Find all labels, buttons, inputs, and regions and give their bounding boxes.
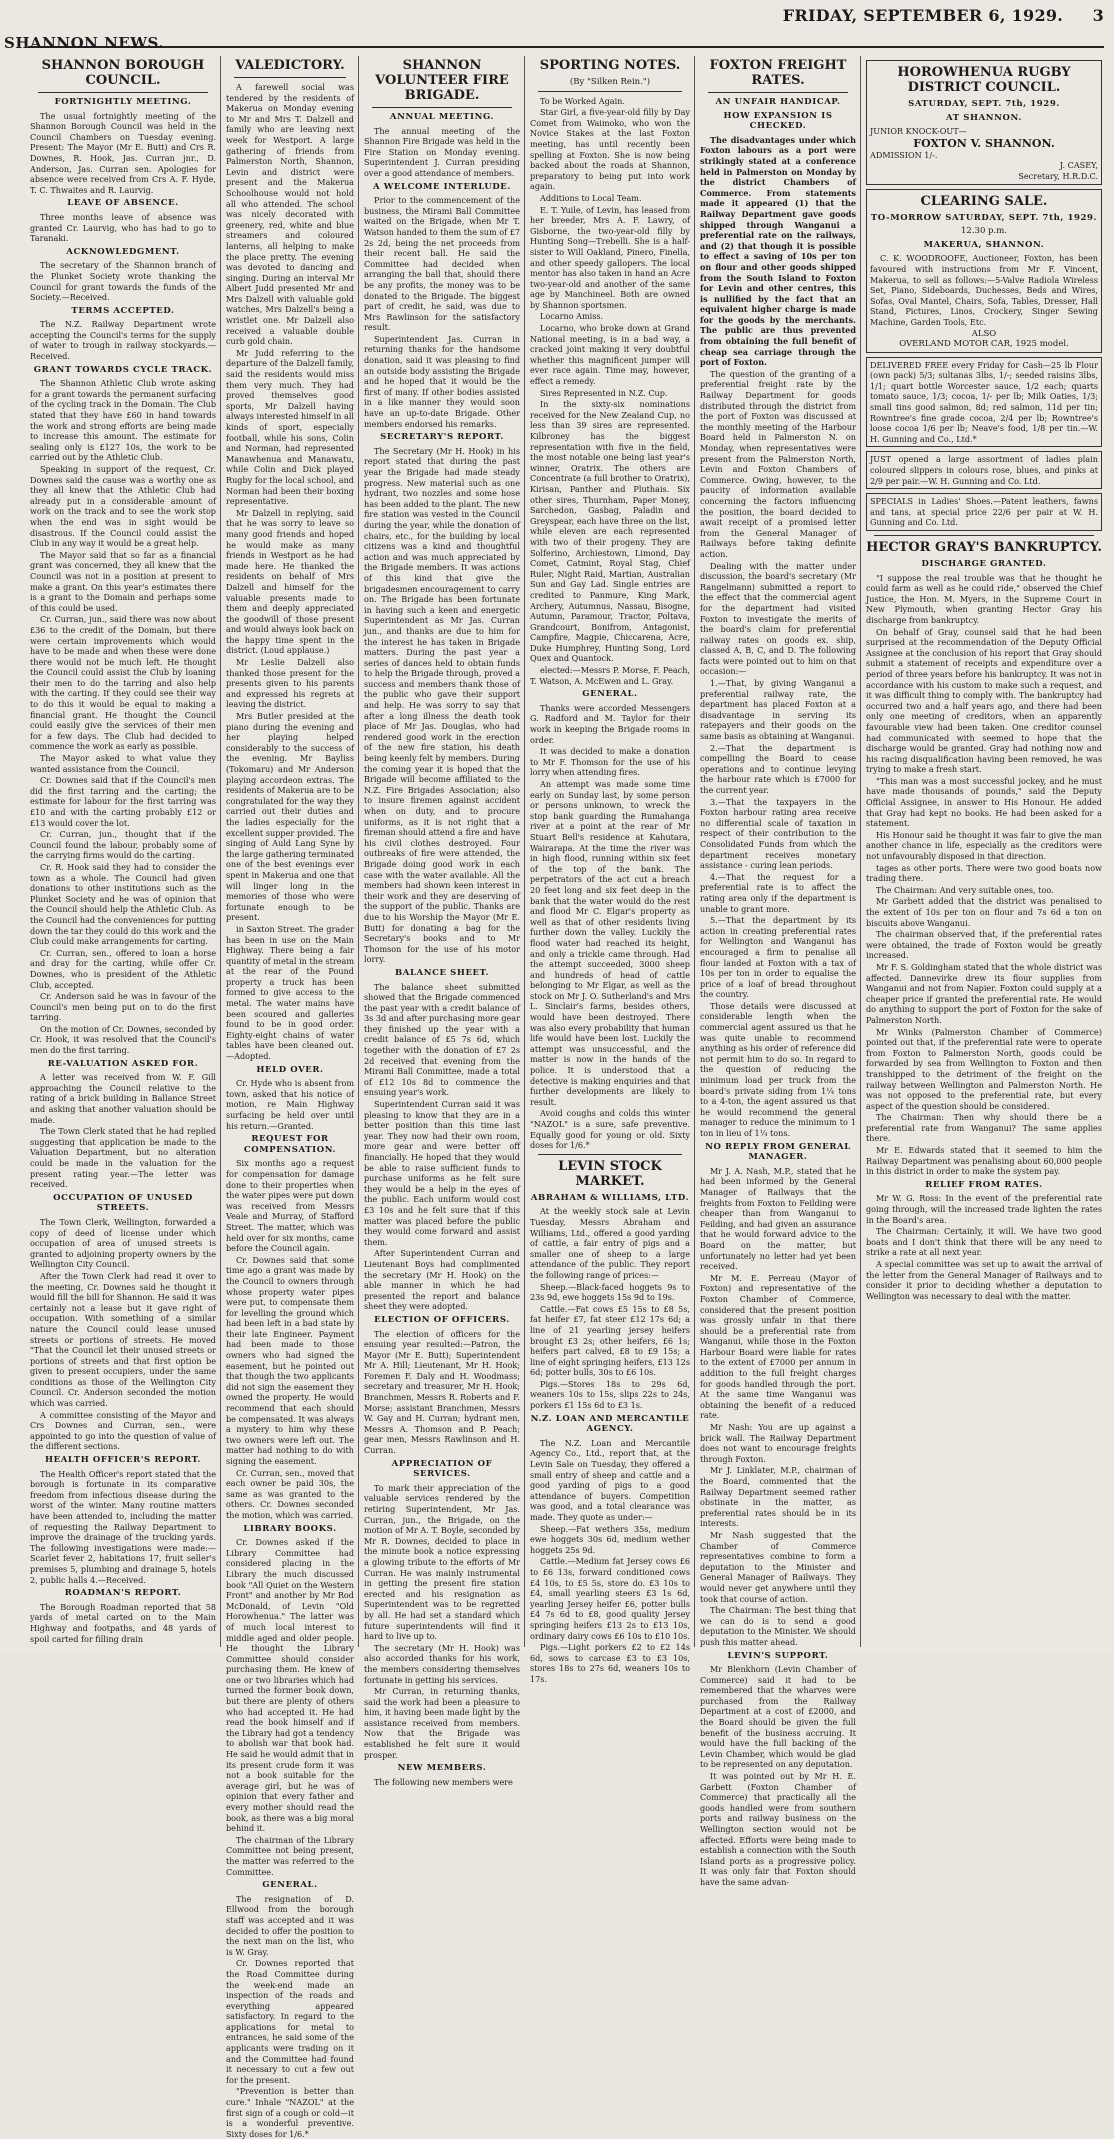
column-notices	[866, 56, 1102, 1647]
paragraph: The Town Clerk stated that he had replied suggesting that application be made to the Valuation Department, but no alteration could be made in the valuation for the present rating year.—The letter was received.	[30, 1126, 216, 1190]
rugby-title: HOROWHENUA RUGBY DISTRICT COUNCIL.	[897, 65, 1071, 95]
market-title: LEVIN STOCK MARKET.	[558, 1158, 662, 1189]
paragraph: SECRETARY'S REPORT.	[380, 432, 504, 443]
article-subtitle-1: AN UNFAIR HANDICAP.	[715, 97, 841, 107]
paragraph: After the Town Clerk had read it over to the meeting, Cr. Downes said he thought it would fill the bill for Shannon. He said it was certainly not a lease but it gave right of occupation. With something of a similar nature the Council could lease unused streets or portions of streets. He moved "That the Council let their unused streets or portions of streets and that first option be given to present occupiers, under the same conditions as those of the Wellington City Council. Cr. Anderson seconded the motion which was carried.	[30, 1270, 216, 1409]
clearing-when: TO-MORROW SATURDAY, SEPT. 7th, 1929.	[870, 212, 1098, 223]
paragraph: The Chairman: Then why should there be a preferential rate from Wanganui? The same applies there.	[866, 1112, 1102, 1144]
paragraph: The Chairman: The best thing that we can do is to send a good deputation to the Minister. We should push this matter ahead.	[700, 1605, 856, 1647]
paragraph: An attempt was made some time early on Sunday last, by some person or persons unknown, to wreck the stop bank guarding the Rumahanga river at a point at the rear of Mr Stuart Bell's residence at Kahutara, Wairarapa. At the time the river was in high flood, running within six feet of the top of the bank. The perpetrators of the act cut a breach 20 feet long and six feet deep in the bank that the water would do the rest and flood Mr C. Elgar's property as well as that of other residents living further down the valley. Luckily the flood water had reached its height, and only a trickle came through. Had the attempt succeeded, 3000 sheep and hundreds of head of cattle belonging to Mr Elgar, as well as the stock on Mr J. O. Sutherland's and Mrs L. Sinclair's farms, besides others, would have been destroyed. There was also every probability that human life would have been lost. Luckily the attempt was unsuccessful, and the matter is now in the hands of the police. It is understood that a detective is making enquiries and that further developments are likely to result.	[530, 779, 690, 1107]
clearing-also: ALSO	[971, 328, 997, 339]
paragraph: Mr J. A. Nash, M.P., stated that he had been informed by the General Manager of Railways that the freights from Foxton to Feilding were cheaper than from Wanganui to Feilding, and had given an assurance that he would forward advice to the Board on the matter, but unfortunately no letter had yet been received.	[700, 1165, 856, 1272]
paragraph: To be Worked Again.	[540, 95, 625, 106]
paragraph: LIBRARY BOOKS.	[243, 1523, 337, 1534]
bankruptcy-body	[866, 573, 1102, 1302]
paragraph: ELECTION OF OFFICERS.	[374, 1314, 510, 1325]
rugby-match: FOXTON V. SHANNON.	[913, 136, 1055, 150]
paragraph: Mr Leslie Dalzell also thanked those present for the presents given to his parents and expressed his regrets at leaving the district.	[226, 657, 354, 710]
paragraph: LEVIN'S SUPPORT.	[727, 1650, 829, 1661]
paragraph: GENERAL.	[262, 1880, 318, 1891]
clearing-title: CLEARING SALE.	[920, 193, 1048, 209]
paragraph: A WELCOME INTERLUDE.	[373, 181, 511, 192]
paragraph: SPECIALS in Ladies' Shoes.—Patent leathers, fawns and tans, at special price 22/6 per pair at W. H. Gunning and Co. Ltd.	[866, 493, 1102, 531]
paragraph: BALANCE SHEET.	[394, 967, 490, 978]
paragraph: Pigs.—Stores 18s to 29s 6d, weaners 10s to 15s, slips 22s to 24s, porkers £1 15s 6d to £3 1s.	[530, 1378, 690, 1411]
article-title: SPORTING NOTES.	[539, 58, 681, 73]
paragraph: The Town Clerk, Wellington, forwarded a copy of deed of license under which occupation of area of unused streets is granted to adjoining property owners by the Wellington City Council.	[30, 1216, 216, 1270]
article-lead: The disadvantages under which Foxton labours as a port were strikingly stated at a conference held in Palmerston on Monday by the district Chambers of Commerce. From statements made it appeared (1) that the Railway Department gave goods shipped through Wanganui a preferential rate on the railways, and (2) that though it is possible to effect a saving of 10s per ton on flour and other goods shipped from the South Island to Foxton for Levin and other centres, this is nullified by the fact that an equivalent higher charge is made for the goods by the merchants. The public are thus prevented from obtaining the full benefit of cheap sea carriage through the port of Foxton.	[700, 134, 856, 368]
paragraph: The balance sheet submitted showed that the Brigade commenced the past year with a credit balance of 3s 3d and after purchasing more gear they finished up the year with a credit balance of £5 7s 6d, which together with the donation of £7 2s 2d received that evening from the Mirami Ball Committee, made a total of £12 10s 8d to commence the ensuing year's work.	[364, 981, 520, 1098]
issue-date: FRIDAY, SEPTEMBER 6, 1929.	[782, 6, 1064, 25]
paragraph: The annual meeting of the Shannon Fire Brigade was held in the Fire Station on Monday evening. Superintendent J. Curran presiding over a good attendance of members.	[364, 125, 520, 178]
paragraph: Speaking in support of the request, Cr. Downes said the cause was a worthy one as they all knew that the Athletic Club had already put in a considerable amount of work on the track and to see the work stop when the end was in sight would be disastrous. If the Council could assist the Club in any way it would be a great help.	[30, 464, 216, 549]
paragraph: Cr. Downes said that if the Council's men did the first tarring and the carting; the estimate for labour for the first tarring was £10 and with the carting probably £12 or £13 would cover the lot.	[30, 775, 216, 828]
article-title: SHANNON VOLUNTEER FIRE BRIGADE.	[375, 58, 509, 103]
paragraph: Superintendent Curran said it was pleasing to know that they are in a better position than this time last year. They now had their own room, more gear and were better off financially. He hoped that they would be able to raise sufficient funds to purchase uniforms as he felt sure they would be a help in the eyes of the public. Each uniform would cost £3 10s and he felt sure that if this matter was placed before the public they would come forward and assist them.	[364, 1099, 520, 1247]
paragraph: On behalf of Gray, counsel said that he had been surprised at the recommendation of the Deputy Official Assignee at the conclusion of his report that Gray should submit a statement of receipts and expenditure over a period of three years before his bankruptcy. It was not in accordance with his custom to make such a request, and it was difficult thing to comply with. The bankruptcy had occurred two and a half years ago, and there had been only one meeting of creditors, when an apparently favourable view had been taken. One creditor counsel had communicated with seemed to hope that the discharge would be granted. Gray had nothing now and his racing disqualification having been removed, he was trying to make a fresh start.	[866, 626, 1102, 775]
paragraph: Cattle.—Medium fat Jersey cows £6 to £6 13s, forward conditioned cows £4 10s, to £5 5s, store do. £3 10s to £4, small yearling steers £3 1s 6d, yearling Jersey heifer £6, potter bulls £4 7s 6d to £8, good quality Jersey springing heifers £13 2s to £13 10s, ordinary dairy cows £6 10s to £10 10s.	[530, 1556, 690, 1641]
rugby-junior: JUNIOR KNOCK-OUT—	[870, 126, 967, 137]
article-subtitle: FORTNIGHTLY MEETING.	[54, 97, 192, 107]
paragraph: The resignation of D. Ellwood from the borough staff was accepted and it was decided to offer the position to the next man on the list, who is W. Gray.	[226, 1893, 354, 1957]
byline: (By "Silken Rein.")	[569, 77, 651, 87]
article-body	[226, 82, 354, 2139]
paragraph: Cr. Downes reported that the Road Committee during the week-end made an inspection of the roads and everything appeared satisfactory. In regard to the applications for metal to entrances, he said some of the applicants were trading on it and the Committee had found it necessary to cut a few out for the present.	[226, 1958, 354, 2085]
paragraph: Cr. Downes said that some time ago a grant was made by the Council to owners through whose property water pipes were put, to compensate them for levelling the ground which had been left in a bad state by their late Engineer. Payment had been made to those owners who had signed the easement, but he pointed out that though the two applicants did not sign the easement they owned the property. He would recommend that each should be compensated. It was always a mystery to him why these two owners were left out. The matter had nothing to do with signing the easement.	[226, 1254, 354, 1466]
paragraph: Cr. Downes asked if the Library Committee had considered placing in the Library the much discussed book "All Quiet on the Western Front" and another by Mr Rod McDonald, of Levin "Old Horowhenua." The latter was of much local interest to middle aged and older people. He thought the Library Committee should consider purchasing them. He knew of one or two libraries which had turned the former book down, but there are plenty of others who had accepted it. He had read the book himself and if the Library had got a tendency to abolish war that book had. He said he would admit that in its present crude form it was not a book suitable for the average girl, but he was of opinion that every father and every mother should read the book, as there was a big moral behind it.	[226, 1537, 354, 1834]
bankruptcy-subtitle: DISCHARGE GRANTED.	[921, 559, 1047, 569]
paragraph: JUST opened a large assortment of ladies plain coloured slippers in colours rose, blues, and pinks at 2/9 per pair.—W. H. Gunning and Co. Ltd.	[866, 451, 1102, 489]
paragraph: Locarno Amiss.	[540, 311, 604, 322]
article-body	[30, 111, 216, 1645]
market-firm: ABRAHAM & WILLIAMS, LTD.	[530, 1192, 690, 1203]
clearing-place: MAKERUA, SHANNON.	[923, 239, 1045, 250]
paragraph: Sheep.—Black-faced hoggets 9s to 23s 9d, ewe hoggets 15s 9d to 19s.	[530, 1281, 690, 1303]
article-body	[700, 369, 856, 1888]
paragraph: Star Girl, a five-year-old filly by Day Comet from Waimoko, who won the Novice Stakes at the last Foxton meeting, has until recently been spelling at Foxton. She is now being backed about the roads at Shannon, preparatory to being put into work again.	[530, 107, 690, 192]
paragraph: Mrs Butler presided at the piano during the evening and her playing helped considerably to the success of the evening. Mr Bayliss (Tokomaru) and Mr Anderson playing accordeon extras. The residents of Makerua are to be congratulated for the way they carried out their duties and the ladies especially for the excellent supper provided. The singing of Auld Lang Syne by the large gathering terminated one of the best evenings ever spent in Makerua and one that will linger long in the memories of those who were fortunate enough to be present.	[226, 711, 354, 923]
paragraph: The Shannon Athletic Club wrote asking for a grant towards the permanent surfacing of the cycling track in the Domain. The Club stated that they have £60 in hand towards the work and strong efforts are being made to increase this amount. The estimate for sealing only is £127 10s, the work to be carried out by the Athletic Club.	[30, 378, 216, 463]
paragraph: Prior to the commencement of the business, the Mirami Ball Committee waited on the Brigade, when Mr T. Watson handed to them the sum of £7 2s 2d, being the net proceeds from their recent ball. He said the Committee had decided when arranging the ball that, should there be any profits, the money was to be donated to the Brigade. The biggest part of credit, he said, was due to Mrs Rawlinson for the satisfactory result.	[364, 195, 520, 333]
column-foxton-freight	[700, 56, 856, 1887]
paragraph: NO REPLY FROM GENERAL MANAGER.	[705, 1141, 851, 1163]
paper-name: SHANNON NEWS.	[4, 34, 165, 52]
paragraph: Cr. Curran, jun., thought that if the Council found the labour, probably some of the carrying firms would do the carting.	[30, 829, 216, 861]
clearing-sale	[866, 189, 1102, 353]
market-body	[530, 1206, 690, 1684]
paragraph: Mr Winks (Palmerston Chamber of Commerce) pointed out that, if the preferential rate were to operate from Foxton to Palmerston North, goods could be forwarded by sea from Wellington to Foxton and then transhipped to the detriment of the freight on the railway between Wellington and Palmerston North. He was not opposed to the preferential rate, but every aspect of the question should be considered.	[866, 1026, 1102, 1111]
paragraph: Three months leave of absence was granted Cr. Laurvig, who has had to go to Taranaki.	[30, 211, 216, 244]
paragraph: Mr Curran, in returning thanks, said the work had been a pleasure to him, it having been made light by the assistance received from members. Now that the Brigade was established he felt sure it would prosper.	[364, 1686, 520, 1760]
paragraph: tages as other ports. There were two good boats now trading there.	[866, 862, 1102, 884]
clearing-time: 12.30 p.m.	[961, 226, 1007, 237]
paragraph: GRANT TOWARDS CYCLE TRACK.	[33, 364, 213, 375]
paragraph: N.Z. LOAN AND MERCANTILE AGENCY.	[530, 1413, 690, 1435]
paragraph: A committee consisting of the Mayor and Crs Downes and Curran, sen., were appointed to go into the question of value of the different sections.	[30, 1409, 216, 1452]
paragraph: RELIEF FROM RATES.	[925, 1179, 1043, 1190]
rugby-place: AT SHANNON.	[946, 112, 1022, 123]
article-subtitle-2: HOW EXPANSION IS CHECKED.	[723, 110, 833, 132]
paragraph: Cr. Anderson said he was in favour of the Council's men being put on to do the first tarring.	[30, 991, 216, 1023]
paragraph: GENERAL.	[582, 689, 638, 700]
page-number: 3	[1092, 6, 1104, 25]
paragraph: The Chairman: Certainly, it will. We have two good boats and I don't think that there will be any need to strike a rate at all next year.	[866, 1226, 1102, 1258]
paragraph: Mr F. S. Goldingham stated that the whole district was affected. Dannevirke drew its flour supplies from Wanganui and not from Napier. Foxton could supply at a cheaper price if granted the preferential rate. He would do anything to support the port of Foxton for the sake of Palmerston North.	[866, 961, 1102, 1025]
paragraph: REQUEST FOR COMPENSATION.	[243, 1134, 337, 1155]
paragraph: Dealing with the matter under discussion, the board's secretary (Mr Rangelmann) submitted a report to the effect that the commercial agent for the department had visited Foxton to investigate the merits of the board's claim for preferential railway rates on goods ex. ship, classed A, B, C, and D. The following facts were pointed out to him on that occasion:—	[700, 560, 856, 677]
paragraph: Mr M. E. Perreau (Mayor of Foxton) and representative of the Foxton Chamber of Commerce, considered that the present position was grossly unfair in that there should be a preferential rate from Wanganui, while those in the Foxton Harbour Board were liable for rates to the extent of £7000 per annum in addition to the full freight charges for goods handled through the port. At the same time Wanganui was obtaining the benefit of a reduced rate.	[700, 1272, 856, 1421]
paragraph: After Superintendent Curran and Lieutenant Boys had complimented the secretary (Mr H. Hook) on the able manner in which he had presented the report and balance sheet they were adopted.	[364, 1248, 520, 1312]
paragraph: 4.—That the request for a preferential rate is to affect the rating area only if the department is unable to grant more.	[700, 871, 856, 914]
paragraph: The Borough Roadman reported that 58 yards of metal carted on to the Main Highway and footpaths, and 48 yards of spoil carted for filling drain	[30, 1601, 216, 1644]
paragraph: "I suppose the real trouble was that he thought he could farm as well as he could ride," observed the Chief Justice, the Hon. M. Myers, in the Supreme Court in New Plymouth, when granting Hector Gray his discharge from bankruptcy.	[866, 572, 1102, 625]
paragraph: The Secretary (Mr H. Hook) in his report stated that during the past year the Brigade had made steady progress. New material such as one hydrant, two nozzles and some hose has been added to the plant. The new fire station was vested in the Council during the year, while the donation of chairs, etc., for the building by local citizens was a kind and thoughtful action and was much appreciated by the Brigade members. It was actions of this kind that give the brigadesmen encouragement to carry on. The Brigade has been fortunate in having such a keen and energetic Superintendent as Mr Jas. Curran jun., and thanks are due to him for the interest he has taken in Brigade matters. During the past year a series of dances held to obtain funds to help the Brigade through, proved a success and members thank those of the public who gave their support and help. He was sorry to say that after a long illness the death took place of Mr Jas. Douglas, who had rendered good work in the erection of the new fire station, his death being keenly felt by members. During the coming year it is hoped that the Brigade will become affiliated to the N.Z. Fire Brigades Association; also to insure firemen against accident when on duty, and to procure uniforms, as it is not right that a fireman should attend a fire and have his civil clothes destroyed. Four outbreaks of fire were attended, the Brigade doing good work in each case with the water available. All the members had shown keen interest in their work and they are deserving of the support of the public. Thanks are due to his Worship the Mayor (Mr E. Butt) for donating a bag for the Secretary's books and to Mr Thomson for the use of his motor lorry.	[364, 445, 520, 965]
paragraph: Thanks were accorded Messengers G. Radford and M. Taylor for their work in keeping the Brigade rooms in order.	[530, 702, 690, 745]
paragraph: Sires Represented in N.Z. Cup.	[540, 387, 668, 398]
paragraph: A special committee was set up to await the arrival of the letter from the General Manager of Railways and to consider it prior to deciding whether a deputation to Wellington was necessary to deal with the matter.	[866, 1259, 1102, 1301]
paragraph: Locarno, who broke down at Grand National meeting, is in a bad way, a cracked joint making it very doubtful whether this magnificent jumper will ever race again. Time may, however, effect a remedy.	[530, 323, 690, 387]
paragraph: In the sixty-six nominations received for the New Zealand Cup, no less than 39 sires are represented. Kilbroney has the biggest representation with five in the field, the most notable one being last year's winner, Oratrix. The others are Concentrate (a full brother to Oratrix), Kirisan, Panther and Pluthais. Six other sires, Thurnham, Paper Money, Sarchedon, Gasbag, Paladin and Greyspear, each have three on the list, while eleven are each represented with two of their progeny. They are Solferino, Archiestown, Limond, Day Comet, Catmint, Royal Stag, Chief Ruler, Night Raid, Martian, Australian Sun and Gay Lad. Single entries are credited to Panmure, King Mark, Archery, Autumnus, Nassau, Bisogne, Autumn, Paramour, Tractor, Poltava, Grandcourt, Bonifrom, Antagonist, Campfire, Magpie, Chiccarena, Acre, Duke Humphrey, Hunting Song, Lord Quex and Quantock.	[530, 399, 690, 664]
paragraph: LEAVE OF ABSENCE.	[67, 198, 179, 209]
paragraph: The secretary of the Shannon branch of the Plunket Society wrote thanking the Council for grant towards the funds of the Society.—Received.	[30, 260, 216, 303]
paragraph: Cr. Curran, sen., offered to loan a horse and dray for the carting, while offer Cr. Downes, who is president of the Athletic Club, accepted.	[30, 947, 216, 990]
paragraph: 1.—That, by giving Wanganui a preferential railway rate, the department has placed Foxton at a disadvantage in serving its ratepayers and their goods on the same basis as obtaining at Wanganui.	[700, 678, 856, 742]
paragraph: 2.—That the department is compelling the Board to cease operations and to continue levying the harbour rate which is £7000 for the current year.	[700, 742, 856, 795]
paragraph: The chairman observed that, if the preferential rates were obtained, the trade of Foxton would be greatly increased.	[866, 929, 1102, 961]
paragraph: "Prevention is better than cure." Inhale "NAZOL" at the first sign of a cough or cold—it is a wonderful preventive. Sixty doses for 1/6.*	[226, 2086, 354, 2139]
bankruptcy-title: HECTOR GRAY'S BANKRUPTCY.	[866, 540, 1102, 555]
paragraph: Cattle.—Fat cows £5 15s to £8 5s, fat heifer £7, fat steer £12 17s 6d; a line of 21 yearling jersey heifers brought £3 2s; other heifers, £6 1s; heifers part calved, £8 to £9 15s; a line of eight springing heifers, £13 12s 6d; potter bulls, 30s to £6 10s.	[530, 1303, 690, 1378]
paragraph: The chairman of the Library Committee not being present, the matter was referred to the Committee.	[226, 1834, 354, 1877]
classified-ads	[866, 357, 1102, 531]
paragraph: Mr E. Edwards stated that it seemed to him the Railway Department was penalising about 60,000 people in this district in order to make the system pay.	[866, 1145, 1102, 1177]
paragraph: The following new members were	[374, 1776, 513, 1787]
paragraph: Cr. Curran, sen., moved that each owner be paid 30s, the same as was granted to the others. Cr. Downes seconded the motion, which was carried.	[226, 1467, 354, 1520]
paragraph: The election of officers for the ensuing year resulted:—Patron, the Mayor (Mr E. Butt); Superintendent Mr A. Hill; Lieutenant, Mr H. Hook; Foremen F. Daly and H. Woodmass; secretary and treasurer, Mr H. Hook; Branchmen, Messrs R. Roberts and F. Morse; assistant Branchmen, Messrs W. Gay and H. Curran; hydrant men, Messrs A. Thomson and P. Peach; gear men, Messrs Rawlinson and H. Curran.	[364, 1328, 520, 1456]
paragraph: It was decided to make a donation to Mr F. Thomson for the use of his lorry when attending fires.	[530, 746, 690, 778]
paragraph: Mr Dalzell in replying, said that he was sorry to leave so many good friends and hoped he would make as many friends in Westport as he had made here. He thanked the residents on behalf of Mrs Dalzell and himself for the valuable presents made to them and deeply appreciated the goodwill of those present and would always look back on the happy time spent in the district. (Loud applause.)	[226, 507, 354, 656]
paragraph: A letter was received from W. F. Gill approaching the Council relative to the rating of a brick building in Ballance Street and asking that another valuation should be made.	[30, 1072, 216, 1125]
paragraph: HELD OVER.	[256, 1064, 324, 1075]
paragraph: Additions to Local Team.	[540, 192, 642, 203]
paragraph: NEW MEMBERS.	[397, 1763, 487, 1774]
paragraph: The N.Z. Railway Department wrote accepting the Council's terms for the supply of water to trough in railway stockyards.—Received.	[30, 319, 216, 362]
paragraph: To mark their appreciation of the valuable services rendered by the retiring Superintendent, Mr Jas. Curran, jun., the Brigade, on the motion of Mr A. T. Boyle, seconded by Mr R. Downes, decided to place in the minute book a notice expressing a glowing tribute to the efforts of Mr Curran. He was mainly instrumental in getting the present fire station erected and his resignation as Superintendent was to be regretted by all. He had set a standard which future superintendents will find it hard to live up to.	[364, 1482, 520, 1642]
paragraph: Mr Nash: You are up against a brick wall. The Railway Department does not want to encourage freights through Foxton.	[700, 1422, 856, 1464]
dateline	[783, 6, 1104, 25]
clearing-car: OVERLAND MOTOR CAR, 1925 model.	[899, 339, 1069, 350]
sporting-body	[530, 96, 690, 1151]
paragraph: The question of the granting of a preferential freight rate by the Railway Department for goods distributed through the district from the port of Foxton was discussed at the monthly meeting of the Harbour Board held in Palmerston N. on Monday, when representatives were present from the Palmerston North, Levin and Foxton Chambers of Commerce. Owing, however, to the paucity of information available concerning the factors influencing the position, the board decided to await receipt of a promised letter from the General Manager of Railways before taking definite action.	[700, 368, 856, 559]
article-title: SHANNON BOROUGH COUNCIL.	[41, 58, 205, 88]
paragraph: Six months ago a request for compensation for damage done to their properties when the water pipes were put down was received from Messrs Veale and Murray, of Stafford Street. The matter, which was held over for six months, came before the Council again.	[226, 1158, 354, 1254]
paragraph: "This man was a most successful jockey, and he must have made thousands of pounds," said the Deputy Official Assignee, in answer to His Honour. He added that Gray had kept no books. He had been asked for a statement.	[866, 775, 1102, 829]
paragraph: 3.—That the taxpayers in the Foxton harbour rating area receive no differential scale of taxation in respect of their contribution to the Consolidated Funds from which the department receives monetary assistance - curing lean periods.	[700, 796, 856, 871]
rugby-date: SATURDAY, SEPT. 7th, 1929.	[908, 99, 1060, 109]
paragraph: E. T. Yuile, of Levin, has leased from her breeder, Mrs A. F. Lawry, of Gisborne, the two-year-old filly by Hunting Song—Trebelli. She is a half-sister to Will Oakland, Pinero, Finella, and other speedy gallopers. The local mentor has also taken in hand an Acre two-year-old and another of the same age by Manchineel. Both are owned by Shannon sportsmen.	[530, 204, 690, 310]
paragraph: HEALTH OFFICER'S REPORT.	[44, 1455, 201, 1466]
paragraph: TERMS ACCEPTED.	[71, 305, 175, 316]
paragraph: The Mayor said that so far as a financial grant was concerned, they all knew that the Council was not in a position at present to make a grant. On this year's estimates there is a grant to the Domain and perhaps some of this could be used.	[30, 549, 216, 613]
paragraph: On the motion of Cr. Downes, seconded by Cr. Hook, it was resolved that the Council's men do the first tarring.	[30, 1023, 216, 1056]
paragraph: ROADMAN'S REPORT.	[64, 1588, 182, 1599]
article-title: VALEDICTORY.	[235, 58, 345, 73]
paragraph: Mr J. Linklater, M.P., chairman of the Board, commented that the Railway Department seemed rather obstinate in the matter, as preferential rates should be in its interests.	[700, 1465, 856, 1529]
paragraph: Mr Blenkhorn (Levin Chamber of Commerce) said it had to be remembered that the wharves were purchased from the Railway Department at a cost of £2000, and the Board should be given the full benefit of the business accruing. It would have the full backing of the Levin Chamber, which would be glad to be represented on any deputation.	[700, 1664, 856, 1770]
paragraph: ACKNOWLEDGMENT.	[66, 246, 180, 257]
paragraph: Cr. R. Hook said they had to consider the town as a whole. The Council had given donations to other institutions such as the Plunket Society and he was of opinion that the Council should help the Athletic Club. As the Council had the conveniences for putting down the tar they could do this work and the Club could make arrangements for carting.	[30, 861, 216, 947]
paragraph: Sheep.—Fat wethers 35s, medium ewe hoggets 30s 6d, medium wether hoggets 25s 9d.	[530, 1523, 690, 1555]
paragraph: OCCUPATION OF UNUSED STREETS.	[53, 1192, 193, 1214]
paragraph: DELIVERED FREE every Friday for Cash—25 lb Flour (own pack) 5/3; sultanas 3lbs, 1/-; seeded raisins 3lbs, 1/1; quart bottle Worcester sauce, 1/2 each; quarts tomato sauce, 1/3; cocoa, 1/- per lb; Milk Oaties, 1/3; small tins good salmon, 8d; red salmon, 11d per tin; Rowntree's fine grade cocoa, 2/4 per lb; Rowntree's loose cocoa 1/6 per lb; Neave's food, 1/8 per tin.—W. H. Gunning and Co., Ltd.*	[866, 357, 1102, 448]
paragraph: APPRECIATION OF SERVICES.	[391, 1458, 493, 1480]
paragraph: It was pointed out by Mr H. E. Garbett (Foxton Chamber of Commerce) that practically all the goods handled were from southern ports and railway business on the Wellington section would not be affected. Efforts were being made to establish a connection with the South Island ports as a progressive policy. It was only fair that Foxton should have the same advan-	[700, 1771, 856, 1887]
paragraph: The Health Officer's report stated that the borough is fortunate in its comparative freedom from infectious disease during the worst of the winter. Many routine matters have been attended to, including the matter of requesting the Railway Department to improve the drainage of the trucking yards. The following investigations were made:—Scarlet fever 2, habitations 17, fruit seller's premises 5, plumbing and drainage 5, hotels 2, public halls 4.—Received.	[30, 1468, 216, 1585]
column-valedictory	[226, 56, 354, 2139]
rugby-secretary: Secretary, H.R.D.C.	[1018, 170, 1098, 181]
clearing-body: C. K. WOODROOFE, Auctioneer, Foxton, has been favoured with instructions from Mr F. Vincent, Makerua, to sell as follows:—5-Valve Radiola Wireless Set, Piano, Sideboards, Duchesses, Beds and Wires, Sofas, Oval Mantel, Chairs, Sofa, Tables, Dresser, Hall Stand, Pictures, Linos, Crockery, Singer Sewing Machine, Garden Tools, Etc.	[870, 253, 1098, 327]
paragraph: Superintendent Jas. Curran in returning thanks for the handsome donation, said it was pleasing to find an outside body assisting the Brigade and he hoped that it would be the first of many. If other bodies assisted in a like manner they would soon have an up-to-date Brigade. Other members endorsed his remarks.	[364, 333, 520, 429]
column-sporting-notes	[530, 56, 690, 1684]
paragraph: A farewell social was tendered by the residents of Makerua on Monday evening to Mr and Mrs T. Dalzell and family who are leaving next week for Westport. A large gathering of friends from Palmerston North, Shannon, Levin and district were present and the Makerua Schoolhouse would not hold all who attended. The school was nicely decorated with greenery, red, white and blue streamers and coloured lanterns, all helping to make the place pretty. The evening was devoted to dancing and singing. During an interval Mr Albert Judd presented Mr and Mrs Dalzell with valuable gold watches, Mrs Dalzell's being a wristlet one. Mr Dalzell also received a valuable double curb gold chain.	[226, 82, 354, 347]
paragraph: Mr Judd referring to the departure of the Dalzell family, said the residents would miss them very much. They had proved themselves good sports, Mr Dalzell having always interested himself in all kinds of sport, especially football, while his sons, Colin and Norman, had represented Manawhenua and Manawatu, while Colin and Dick played Rugby for the local school, and Norman had been their boxing representative.	[226, 347, 354, 507]
paragraph: His Honour said he thought it was fair to give the man another chance in life, especially as the creditors were not unfavourably disposed in that direction.	[866, 829, 1102, 862]
rugby-admission: ADMISSION 1/-.	[870, 149, 938, 160]
paragraph: Mr Garbett added that the district was penalised to the extent of 10s per ton on flour and 7s 6d a ton on biscuits above Wanganui.	[866, 896, 1102, 928]
paragraph: Cr. Hyde who is absent from town, asked that his notice of motion, re Main Highway surfacing be held over until his return.—Granted.	[226, 1078, 354, 1131]
column-borough-council	[30, 56, 216, 1647]
paragraph: The secretary (Mr H. Hook) was also accorded thanks for his work, the members considering themselves fortunate in getting his services.	[364, 1642, 520, 1685]
paragraph: At the weekly stock sale at Levin Tuesday, Messrs Abraham and Williams, Ltd., offered a good yarding of cattle, a fair entry of pigs and a smaller one of sheep to a large attendance of the public. They report the following range of prices:—	[530, 1206, 690, 1280]
paragraph: 5.—That the department by its action in creating preferential rates for Wellington and Wanganui has encouraged a firm to penalise all flour landed at Foxton with a tax of 10s per ton in order to equalise the price of a loaf of bread throughout the country.	[700, 915, 856, 1000]
paragraph: Cr. Curran, jun., said there was now about £36 to the credit of the Domain, but there were certain improvements which would have to be made and when these were done there would not be much left. He thought the Council could assist the Club by loaning their men to do the tarring and also help with the carting. If they could see their way to do this it would be equal to making a financial grant. He thought the Council could easily give the services of their men for a few days. The Club had decided to commence the work as early as possible.	[30, 614, 216, 752]
paragraph: Pigs.—Light porkers £2 to £2 14s 6d, sows to carcase £3 to £3 10s, stores 18s to 27s 6d, weaners 10s to 17s.	[530, 1642, 690, 1684]
paragraph: in Saxton Street. The grader has been in use on the Main Highway. There being a fair quantity of metal in the stream at the rear of the Pound property a truck has been formed to give access to the metal. The water mains have been scoured and galleries found to be in good order. Eighty-eight chains of water tables have been cleaned out.—Adopted.	[226, 923, 354, 1062]
article-title: FOXTON FREIGHT RATES.	[709, 58, 847, 88]
paragraph: Avoid coughs and colds this winter "NAZOL" is a sure, safe preventive. Equally good for young or old. Sixty doses for 1/6.*	[530, 1108, 690, 1151]
paragraph: Mr W. G. Ross: In the event of the preferential rate going through, will the increased trade lighten the rates in the Board's area.	[866, 1193, 1102, 1225]
paragraph: RE-VALUATION ASKED FOR.	[47, 1058, 199, 1069]
column-fire-brigade	[364, 56, 520, 1787]
article-subtitle: ANNUAL MEETING.	[389, 112, 495, 122]
rugby-notice	[866, 60, 1102, 185]
paragraph: The Chairman: And very suitable ones, too.	[876, 884, 1054, 895]
paragraph: The Mayor asked to what value they wanted assistance from the Council.	[30, 753, 216, 774]
paragraph: elected:—Messrs P. Morse, F. Peach, T. Watson, A. McEwen and L. Gray.	[530, 665, 690, 686]
paragraph: Mr Nash suggested that the Chamber of Commerce representatives combine to form a deputation to the Minister and General Manager of Railways. They would never get anywhere until they took that course of action.	[700, 1529, 856, 1604]
paragraph: Those details were discussed at considerable length when the commercial agent assured us that he was quite unable to recommend anything as his order of reference did not permit him to do so. In regard to the question of reducing the minimum load per truck from the board's private siding from 1¼ tons to a 4-ton, the agent assured us that he would recommend the general manager to reduce the minimum to 1 ton in lieu of 1¼ tons.	[700, 1000, 856, 1138]
paragraph: The N.Z. Loan and Mercantile Agency Co., Ltd., report that, at the Levin Sale on Tuesday, they offered a small entry of sheep and cattle and a good yarding of pigs to a good attendance of buyers. Competition was good, and a total clearance was made. They quote as under:—	[530, 1437, 690, 1522]
paragraph: The usual fortnightly meeting of the Shannon Borough Council was held in the Council Chambers on Tuesday evening. Present: The Mayor (Mr E. Butt) and Crs R. Downes, R. Hook, Jas. Curran jnr., D. Anderson, Jas. Curran sen. Apologies for absence were received from Crs A. F. Hyde, T. C. Thwaites and R. Laurvig.	[30, 110, 216, 195]
rugby-signed: J. CASEY,	[1059, 160, 1098, 171]
article-body	[364, 126, 520, 1788]
